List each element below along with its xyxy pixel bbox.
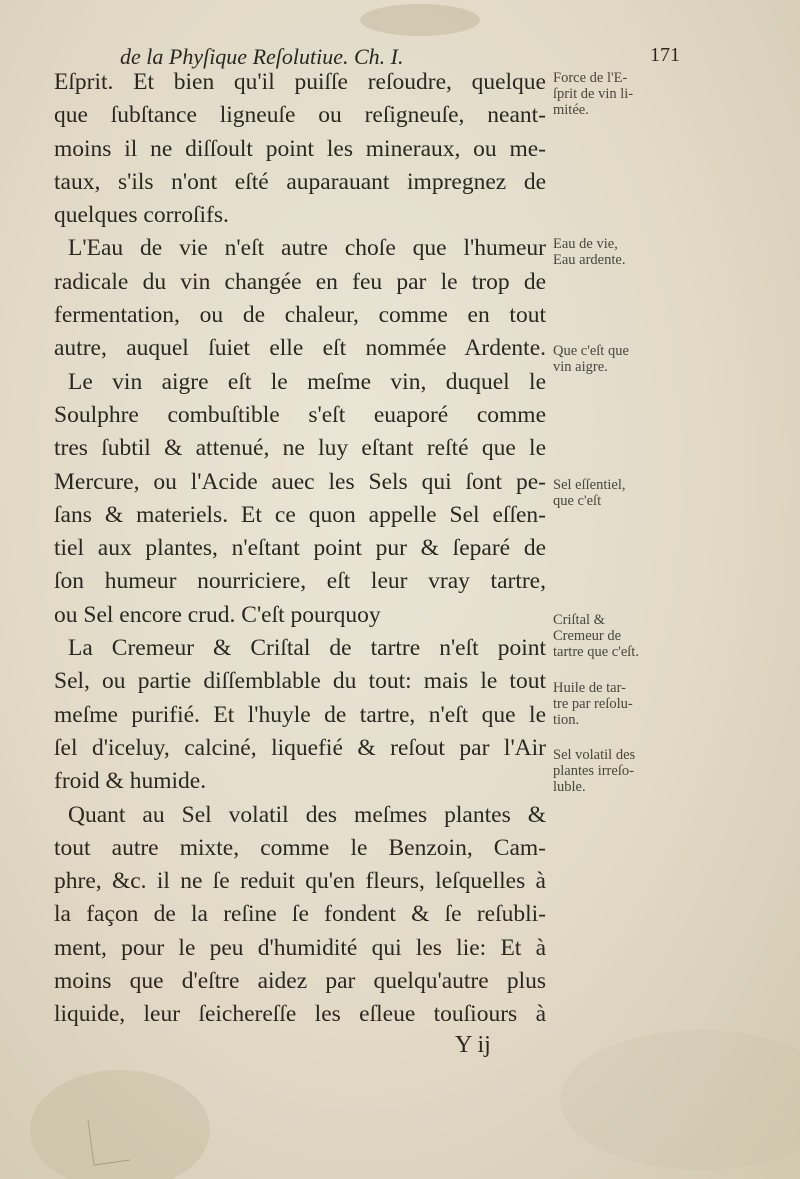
text-line: liquide, leur ſeichereſſe les eſleue touſiours à bbox=[54, 1001, 546, 1028]
page-number: 171 bbox=[650, 44, 680, 66]
note-line: Eau ardente. bbox=[553, 252, 626, 268]
text-line: tiel aux plantes, n'eſtant point pur & ſeparé de bbox=[54, 535, 546, 562]
text-line: phre, &c. il ne ſe reduit qu'en fleurs, leſquelles à bbox=[54, 868, 546, 895]
margin-note-vin-aigre bbox=[553, 343, 793, 375]
margin-note-huile-tartre bbox=[553, 680, 793, 728]
text-line: ſon humeur nourriciere, eſt leur vray tartre, bbox=[54, 568, 546, 595]
text-line: froid & humide. bbox=[54, 768, 207, 795]
note-line: tre par reſolu- bbox=[553, 696, 633, 712]
text-line: Soulphre combuſtible s'eſt euaporé comme bbox=[54, 401, 546, 428]
note-line: que c'eſt bbox=[553, 493, 602, 509]
text-line: quelques corroſifs. bbox=[54, 202, 229, 229]
text-line: que ſubſtance ligneuſe ou reſigneuſe, neant- bbox=[54, 102, 546, 129]
text-line: moins que d'eſtre aidez par quelqu'autre plus bbox=[54, 968, 546, 995]
text-line: ment, pour le peu d'humidité qui les lie: Et à bbox=[54, 934, 546, 961]
text-line: taux, s'ils n'ont eſté auparauant impregnez de bbox=[54, 168, 546, 195]
note-line: luble. bbox=[553, 779, 586, 795]
text-line: radicale du vin changée en feu par le trop de bbox=[54, 268, 546, 295]
note-line: tartre que c'eſt. bbox=[553, 644, 639, 660]
text-line: L'Eau de vie n'eſt autre choſe que l'humeur bbox=[68, 235, 546, 262]
note-line: Huile de tar- bbox=[553, 680, 626, 696]
note-line: Sel volatil des bbox=[553, 747, 636, 763]
note-line: Sel eſſentiel, bbox=[553, 477, 626, 493]
note-line: Force de l'E- bbox=[553, 70, 628, 86]
margin-note-eau-de-vie bbox=[553, 236, 793, 268]
note-line: ſprit de vin li- bbox=[553, 86, 634, 102]
note-line: plantes irreſo- bbox=[553, 763, 634, 779]
text-line: fermentation, ou de chaleur, comme en tout bbox=[54, 302, 546, 329]
margin-note-sel-volatil bbox=[553, 747, 793, 795]
margin-note-cristal-cremeur bbox=[553, 612, 793, 660]
note-line: Que c'eſt que bbox=[553, 343, 629, 359]
text-line: tres ſubtil & attenué, ne luy eſtant reſté que le bbox=[54, 435, 546, 462]
catchword: Y ij bbox=[455, 1032, 491, 1058]
text-line: autre, auquel ſuiet elle eſt nommée Ardente. bbox=[54, 335, 546, 362]
text-line: ſel d'iceluy, calciné, liquefié & reſout par l'Air bbox=[54, 734, 546, 761]
margin-note-sel-essentiel bbox=[553, 477, 793, 509]
text-line: Quant au Sel volatil des meſmes plantes & bbox=[68, 801, 546, 828]
note-line: Criſtal & bbox=[553, 612, 605, 628]
text-line: ſans & materiels. Et ce quon appelle Sel eſſen- bbox=[54, 501, 546, 528]
running-title: de la Phyſique Reſolutiue. Ch. I. bbox=[120, 44, 404, 69]
text-line: tout autre mixte, comme le Benzoin, Cam- bbox=[54, 834, 546, 861]
text-line: Eſprit. Et bien qu'il puiſſe reſoudre, quelque bbox=[54, 69, 546, 95]
note-line: vin aigre. bbox=[553, 359, 608, 375]
text-line: la façon de la reſine ſe fondent & ſe reſubli- bbox=[54, 901, 546, 928]
note-line: Eau de vie, bbox=[553, 236, 618, 252]
main-text-block bbox=[54, 66, 546, 1032]
margin-note-force-esprit bbox=[553, 70, 793, 118]
text-line: meſme purifié. Et l'huyle de tartre, n'eſt que le bbox=[54, 701, 546, 728]
text-line: La Cremeur & Criſtal de tartre n'eſt point bbox=[68, 635, 546, 662]
text-line: ou Sel encore crud. C'eſt pourquoy bbox=[54, 601, 381, 628]
text-line: Mercure, ou l'Acide auec les Sels qui ſont pe- bbox=[54, 468, 546, 495]
note-line: mitée. bbox=[553, 102, 589, 118]
note-line: tion. bbox=[553, 712, 580, 728]
note-line: Cremeur de bbox=[553, 628, 622, 644]
text-line: Sel, ou partie diſſemblable du tout: mais le tout bbox=[54, 668, 546, 695]
text-line: moins il ne diſſoult point les mineraux, ou me- bbox=[54, 135, 546, 162]
text-line: Le vin aigre eſt le meſme vin, duquel le bbox=[68, 368, 546, 395]
